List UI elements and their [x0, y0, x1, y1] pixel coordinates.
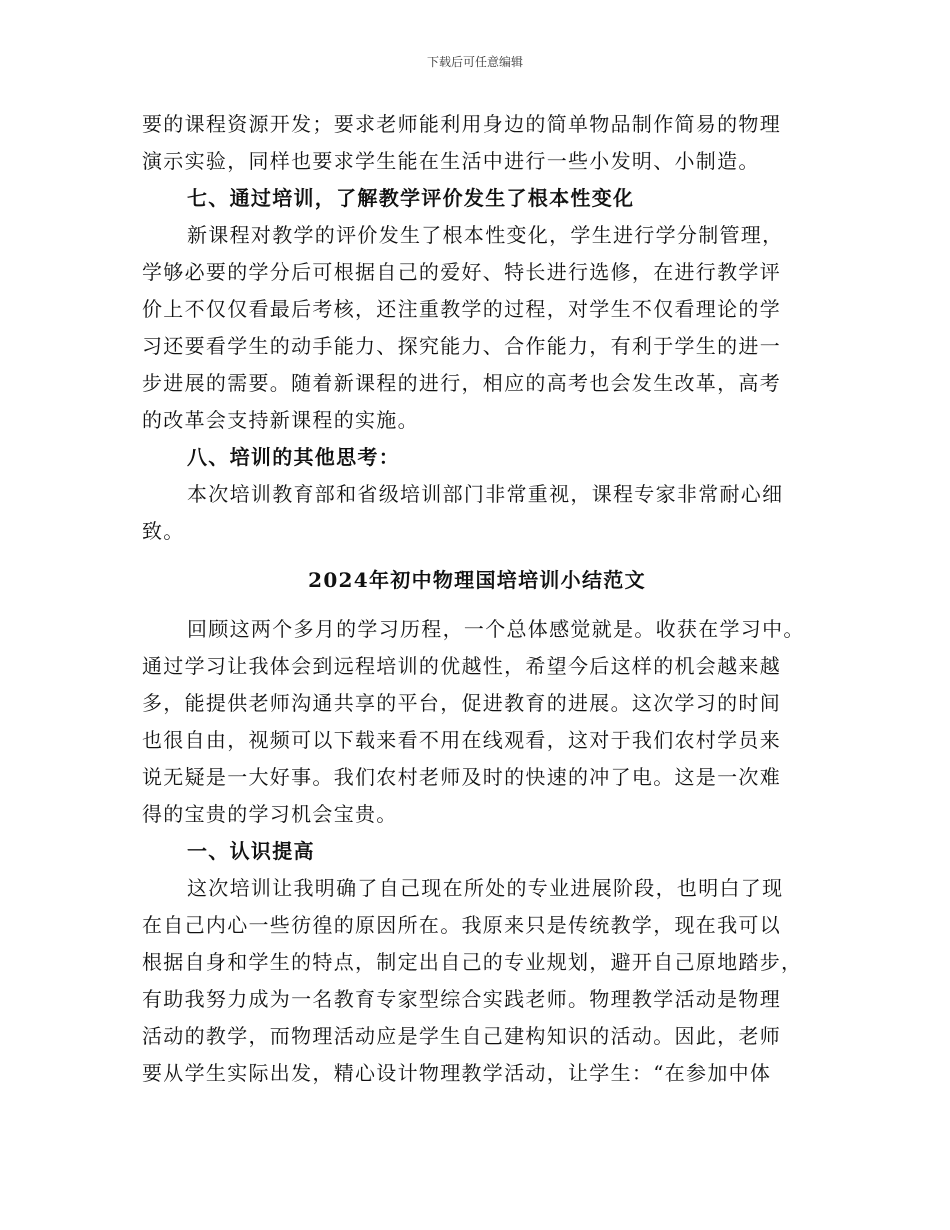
section-heading-1: 一、认识提高	[187, 839, 315, 863]
text-line: 价上不仅仅看最后考核，还注重教学的过程，对学生不仅看理论的学	[142, 297, 781, 321]
spacer	[142, 550, 812, 562]
text-line: 要从学生实际出发，精心设计物理教学活动，让学生：“在参加中体	[142, 1061, 772, 1085]
text-line: 通过学习让我体会到远程培训的优越性，希望今后这样的机会越来越	[142, 654, 781, 678]
text-line: 本次培训教育部和省级培训部门非常重视，课程专家非常耐心细	[187, 482, 784, 506]
paragraph-other-thoughts	[142, 476, 812, 550]
section-heading-8: 八、培训的其他思考：	[187, 445, 400, 469]
text-line: 这次培训让我明确了自己现在所处的专业进展阶段，也明白了现	[187, 876, 784, 900]
text-line: 习还要看学生的动手能力、探究能力、合作能力，有利于学生的进一	[142, 334, 781, 358]
text-line: 步进展的需要。随着新课程的进行，相应的高考也会发生改革，高考	[142, 371, 781, 395]
text-line: 学够必要的学分后可根据自己的爱好、特长进行选修，在进行教学评	[142, 260, 781, 284]
page-header: 下载后可任意编辑	[426, 55, 523, 69]
text-line: 的改革会支持新课程的实施。	[142, 408, 419, 432]
spacer	[142, 599, 812, 611]
text-line: 有助我努力成为一名教育专家型综合实践老师。物理教学活动是物理	[142, 987, 781, 1011]
document-title: 2024年初中物理国培培训小结范文	[308, 568, 646, 592]
text-line: 也很自由，视频可以下载来看不用在线观看，这对于我们农村学员来	[142, 728, 781, 752]
text-line: 致。	[142, 519, 185, 543]
document-body	[142, 106, 812, 1092]
section-heading-7: 七、通过培训，了解教学评价发生了根本性变化	[187, 186, 635, 210]
text-line: 根据自身和学生的特点，制定出自己的专业规划，避开自己原地踏步，	[142, 950, 803, 974]
text-line: 新课程对教学的评价发生了根本性变化，学生进行学分制管理，	[187, 223, 784, 247]
paragraph-awareness	[142, 870, 812, 1092]
text-line: 得的宝贵的学习机会宝贵。	[142, 802, 398, 826]
text-line: 多，能提供老师沟通共享的平台，促进教育的进展。这次学习的时间	[142, 691, 781, 715]
text-line: 要的课程资源开发；要求老师能利用身边的简单物品制作简易的物理	[142, 112, 781, 136]
text-line: 回顾这两个多月的学习历程，一个总体感觉就是。收获在学习中。	[187, 617, 805, 641]
text-line: 演示实验，同样也要求学生能在生活中进行一些小发明、小制造。	[142, 149, 760, 173]
paragraph-evaluation	[142, 217, 812, 439]
text-line: 在自己内心一些彷徨的原因所在。我原来只是传统教学，现在我可以	[142, 913, 781, 937]
text-line: 说无疑是一大好事。我们农村老师及时的快速的冲了电。这是一次难	[142, 765, 781, 789]
paragraph-intro	[142, 611, 812, 833]
paragraph-continued	[142, 106, 812, 180]
text-line: 活动的教学，而物理活动应是学生自己建构知识的活动。因此，老师	[142, 1024, 781, 1048]
